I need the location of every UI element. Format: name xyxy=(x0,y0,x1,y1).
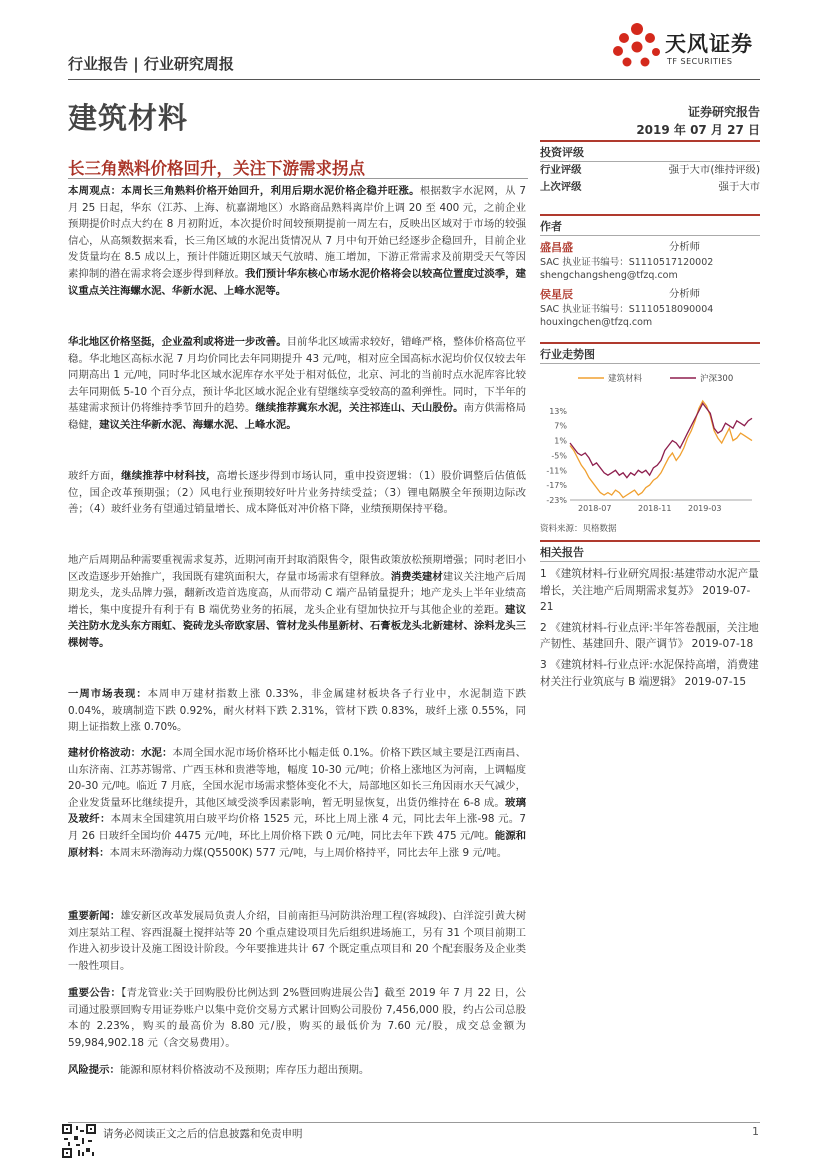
p4-text2: 建议关注地产后周期龙头，龙头品牌力强，翻新改造首选度高，从而带动 C 端产品销量提升；地产龙头上半年业绩高增长，集中度提升有利于有 B 端优势业务的拓展，龙头企业有望加快拉开与其他企业的差距。 xyxy=(68,570,527,616)
rating-industry-value: 强于大市(维持评级) xyxy=(668,164,760,176)
p9-lead: 风险提示： xyxy=(68,1064,120,1076)
report-type: 证券研究报告 xyxy=(687,105,760,119)
p7-lead: 重要新闻： xyxy=(68,910,121,922)
p8-text: 【青龙管业:关于回购股份比例达到 2%暨回购进展公告】截至 2019 年 7 月 22 日，公司通过股票回购专用证券账户以集中竞价交易方式累计回购公司股份 7,456,000 股，约占公司总股本的 2.23%，购买的最高价为 8.80 元/股，购买的最低价为 7.60 元/股，成交总金额为 59,984,902.18 元（含交易费用）。 xyxy=(68,987,526,1049)
paragraph-risk xyxy=(68,1062,526,1079)
rating-prev-label: 上次评级 xyxy=(540,181,582,193)
chart-heading: 行业走势图 xyxy=(540,342,760,364)
legend-label: 沪深300 xyxy=(700,374,734,384)
logo-text-cn: 天风证券 xyxy=(665,32,753,56)
header-divider xyxy=(68,79,760,80)
p3-text: 高增长逐步得到市场认同，重申投资逻辑：（1）股价调整后估值低位，国企改革预期强；（2）风电行业预期较好叶片业务持续受益；（3）锂电隔膜全年预期边际改善；（4）玻纤业务有望通过销量增长、成本降低对冲价格下降，业绩预期保持平稳。 xyxy=(68,470,526,516)
paragraph-glass-fiber xyxy=(68,468,526,518)
report-date: 2019 年 07 月 27 日 xyxy=(636,123,760,137)
p4-bold1: 消费类建材 xyxy=(390,570,443,583)
related-item[interactable]: 3 《建筑材料-行业点评:水泥保持高增，消费建材关注行业筑底与 B 端逻辑》 2019-07-15 xyxy=(540,658,759,688)
author-card xyxy=(540,239,760,282)
series-line xyxy=(570,403,752,477)
x-tick-label: 2019-03 xyxy=(688,504,722,513)
author-role: 分析师 xyxy=(668,241,700,253)
trend-chart xyxy=(540,368,760,518)
p2-tail: 继续推荐冀东水泥，关注祁连山、天山股份。 xyxy=(255,402,464,415)
author-sac: SAC 执业证书编号：S1110517120002 xyxy=(540,257,714,268)
author-name: 盛昌盛 xyxy=(540,241,573,254)
p4-text: 地产后周期品种需要重视需求复苏，近期河南开封取消限售令，限售政策放松预期增强；同时老旧小区改造逐步开始推广，我国既有建筑面积大，存量市场需求有望释放。 xyxy=(68,554,526,583)
p6-text3: 本周末环渤海动力煤(Q5500K) 577 元/吨，与上周价格持平，同比去年上涨 9 元/吨。 xyxy=(109,846,508,859)
y-tick-label: -11% xyxy=(546,466,567,476)
p4-bold2: 建议关注防水龙头东方雨虹、瓷砖龙头帝欧家居、管材龙头伟星新材、石膏板龙头北新建材、涂料龙头三棵树等。 xyxy=(68,603,526,649)
x-tick-label: 2018-07 xyxy=(578,504,612,513)
p8-lead: 重要公告： xyxy=(68,987,122,999)
author-name: 侯星辰 xyxy=(540,288,573,301)
logo-mark-icon xyxy=(610,22,664,72)
p9-text: 能源和原材料价格波动不及预期；库存压力超出预期。 xyxy=(119,1064,370,1076)
y-tick-label: -23% xyxy=(546,496,567,505)
paragraph-prices xyxy=(68,745,526,861)
footer-divider xyxy=(68,1122,760,1123)
author-sac: SAC 执业证书编号：S1110518090004 xyxy=(540,304,714,315)
related-heading: 相关报告 xyxy=(540,540,760,562)
authors-section xyxy=(540,214,760,329)
p6-lead: 建材价格波动：水泥： xyxy=(68,747,173,759)
author-email[interactable]: houxingchen@tfzq.com xyxy=(540,317,653,328)
y-tick-label: 1% xyxy=(554,436,567,446)
author-email[interactable]: shengchangsheng@tfzq.com xyxy=(540,270,678,281)
p2-tail3: 建议关注华新水泥、海螺水泥、上峰水泥。 xyxy=(99,418,297,431)
sector-title: 建筑材料 xyxy=(68,101,189,135)
paragraph-north-china xyxy=(68,334,526,434)
p6-bold2: 能源和原材料： xyxy=(68,829,527,859)
chart-source: 资料来源：贝格数据 xyxy=(540,524,617,534)
rating-industry-row xyxy=(540,162,760,179)
p6-text2: 本周末全国建筑用白玻平均价格 1525 元，环比上周上涨 4 元，同比去年上涨-98 元。7 月 26 日玻纤全国均价 4475 元/吨，环比上周价格下跌 0 元/吨，同比去年下跌 475 元/吨。 xyxy=(68,813,527,842)
p1-text: 根据数字水泥网，从 7 月 25 日起，华东（江苏、上海、杭嘉湖地区）水路商品熟料离岸价上调 20 至 400 元，之前企业预期提价时点大约在 8 月初附近，本次提价时间较预期提前一周左右，反映出区域对于市场的较强信心，从高频数据来看，长三角区域的水泥出货情况从 7 月中旬开始已经逐步企稳回升，目前企业发货量均在 8.5 成以上，预计伴随近期区域天气放晴、施工增加，下游正常需求及前期受天气等因素抑制的潜在需求将会逐步得到释放。 xyxy=(68,185,527,280)
p7-text: 雄安新区改革发展局负责人介绍，目前南拒马河防洪治理工程(容城段)、白洋淀引黄大树刘庄泵站工程、容西混凝土搅拌站等 20 个重点建设项目先后组织进场施工，另有 31 个项目前期工作进入初步设计及施工图设计阶段。今年要推进共计 67 个既定重点项目和 20 个配套服务及企业类一般性项目。 xyxy=(68,910,527,972)
title-divider xyxy=(68,178,528,179)
legend-label: 建筑材料 xyxy=(608,374,643,384)
p2-text: 目前华北区域需求较好，错峰严格，整体价格高位平稳。华北地区高标水泥 7 月均价同比去年同期提升 43 元/吨，相对应全国高标水泥均价仅仅较去年同期高出 1 元/吨，同时华北区域水泥库存水平处于相对低位，北京、河北的当前时点水泥库容比较去年同期低 5-10 个百分点，预计华北区域水泥企业有望继续享受较高的盈利弹性。同时，下半年的基建需求预计仍将维持季节回升的趋势。 xyxy=(68,336,527,415)
paragraph-news xyxy=(68,908,526,974)
p6-bold1: 玻璃及玻纤： xyxy=(68,796,526,826)
rating-prev-row xyxy=(540,179,760,196)
rating-prev-value: 强于大市 xyxy=(718,181,760,193)
logo-text-en: TF SECURITIES xyxy=(667,57,733,66)
related-item[interactable]: 2 《建筑材料-行业点评:半年答卷靓丽，关注地产韧性、基建回升、限产调节》 2019-07-18 xyxy=(540,621,759,651)
series-line xyxy=(570,401,752,498)
p1-tail: 我们预计华东核心市场水泥价格将会以较高位置度过淡季，建议重点关注海螺水泥、华新水泥、上峰水泥等。 xyxy=(68,267,527,297)
rating-industry-label: 行业评级 xyxy=(540,164,582,176)
p3-lead: 玻纤方面， xyxy=(68,470,122,482)
paragraph-real-estate xyxy=(68,552,526,652)
report-title: 长三角熟料价格回升，关注下游需求拐点 xyxy=(68,159,365,178)
paragraph-announcement xyxy=(68,985,526,1051)
rating-heading: 投资评级 xyxy=(540,140,760,162)
related-item[interactable]: 1 《建筑材料-行业研究周报:基建带动水泥产量增长，关注地产后周期需求复苏》 2019-07-21 xyxy=(540,568,759,614)
paragraph-market xyxy=(68,686,526,736)
y-tick-label: 13% xyxy=(549,406,567,416)
p3-bold: 继续推荐中材科技， xyxy=(121,470,217,482)
chart-section xyxy=(540,342,760,536)
paragraph-weekly-view xyxy=(68,183,526,299)
p2-tail2: 南方供需格局稳健， xyxy=(68,402,527,431)
y-tick-label: 7% xyxy=(554,421,567,431)
author-card xyxy=(540,286,760,329)
y-tick-label: -5% xyxy=(551,451,567,461)
authors-heading: 作者 xyxy=(540,214,760,236)
p1-lead: 本周观点：本周长三角熟料价格开始回升，利用后期水泥价格企稳并旺涨。 xyxy=(68,185,420,197)
p6-text: 本周全国水泥市场价格环比小幅走低 0.1%。价格下跌区域主要是江西南昌、山东济南、江苏苏锡常、广西玉林和贵港等地，幅度 10-30 元/吨；价格上涨地区为河南，上调幅度 20-30 元/吨。临近 7 月底，全国水泥市场需求整体变化不大，局部地区如长三角因雨水天气减少，企业发货量环比继续提升，其他区域受淡季因素影响，暂无明显恢复，出货仍维持在 6-8 成。 xyxy=(68,747,526,809)
y-tick-label: -17% xyxy=(546,481,567,491)
page-number: 1 xyxy=(752,1125,759,1138)
related-section xyxy=(540,540,760,690)
p5-lead: 一周市场表现： xyxy=(68,688,148,700)
report-category: 行业报告 | 行业研究周报 xyxy=(68,55,234,73)
author-role: 分析师 xyxy=(668,288,700,300)
p2-lead: 华北地区价格坚挺，企业盈利或将进一步改善。 xyxy=(68,336,287,348)
qr-code-icon xyxy=(62,1124,96,1158)
x-tick-label: 2018-11 xyxy=(638,504,672,513)
rating-section xyxy=(540,140,760,196)
company-logo xyxy=(610,22,760,72)
footer-disclaimer: 请务必阅读正文之后的信息披露和免责申明 xyxy=(103,1128,303,1140)
p5-text: 本周申万建材指数上涨 0.33%，非金属建材板块各子行业中，水泥制造下跌 0.04%，玻璃制造下跌 0.92%，耐火材料下跌 2.31%，管材下跌 0.83%，玻纤上涨 0.55%，同期上证指数上涨 0.70%。 xyxy=(68,688,526,734)
